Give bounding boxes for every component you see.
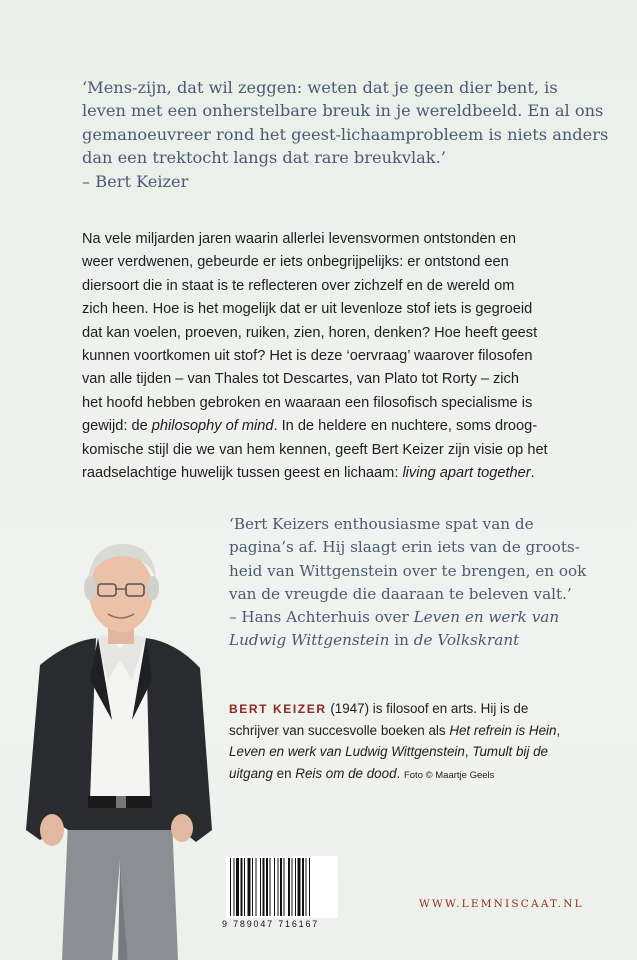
review-quote-line: pagina’s af. Hij slaagt erin iets van de groots- (229, 538, 580, 557)
blurb-line: zich heen. Hoe is het mogelijk dat er uit levenloze stof iets is gegroeid (82, 301, 533, 318)
barcode-bar (260, 858, 261, 916)
blurb-line: kunnen voortkomen uit stof? Het is deze ‘oervraag’ waarover filosofen (82, 348, 533, 365)
bio-line (229, 741, 619, 762)
blurb-line: dat kan voelen, proeven, ruiken, zien, horen, denken? Hoe heeft geest (82, 324, 538, 341)
barcode-bar (266, 858, 268, 916)
barcode-bar (263, 858, 265, 916)
opening-quote (82, 76, 609, 193)
bio-text: schrijver van succesvolle boeken als (229, 723, 450, 739)
bio-text: , (556, 723, 561, 739)
book-title: uitgang (229, 765, 273, 781)
blurb-line: Na vele miljarden jaren waarin allerlei levensvormen ontstonden en (82, 231, 516, 247)
barcode-bar (298, 858, 301, 916)
review-book-title: Ludwig Wittgenstein (229, 631, 390, 650)
barcode-bar (292, 858, 293, 916)
blurb-paragraph (82, 228, 602, 485)
bio-text: en (272, 765, 296, 781)
bio-line (229, 720, 619, 741)
review-quote-attribution (229, 629, 619, 652)
review-book-title: Leven en werk van (413, 608, 560, 627)
barcode-bar (244, 858, 245, 916)
photo-credit: Foto © Maartje Geels (403, 769, 495, 781)
barcode-bar (270, 858, 271, 916)
barcode-bar (284, 858, 285, 916)
blurb-italic: philosophy of mind (151, 418, 274, 435)
opening-quote-line: ‘Mens-zijn, dat wil zeggen: weten dat je geen dier bent, is (82, 78, 558, 97)
barcode-bar (248, 858, 251, 916)
blurb-line: weer verdwenen, gebeurde er iets onbegrijpelijks: er ontstond een (82, 254, 509, 271)
barcode-bar (230, 858, 231, 916)
bio-text: (1947) is filosoof en arts. Hij is de (326, 701, 529, 716)
blurb-line (82, 462, 602, 485)
blurb-italic: living apart together (402, 465, 531, 482)
review-quote-attribution (229, 606, 619, 629)
barcode (226, 856, 338, 918)
opening-quote-line: leven met een onherstelbare breuk in je wereldbeeld. En al ons (82, 101, 604, 121)
opening-quote-line: dan een trektocht langs dat rare breukvlak.’ (82, 148, 446, 168)
blurb-line: het hoofd hebben gebroken en waaraan een filosofisch specialisme is (82, 394, 533, 411)
review-quote-line: heid van Wittgenstein over te brengen, en ook (229, 561, 587, 580)
book-title: Reis om de dood (295, 765, 397, 781)
blurb-line: van alle tijden – van Thales tot Descartes, van Plato tot Rorty – zich (82, 371, 519, 388)
barcode-bar (278, 858, 279, 916)
blurb-text: . In de heldere en nuchtere, soms droog- (273, 418, 538, 435)
barcode-bar (236, 858, 239, 916)
opening-quote-line: gemanoeuvreer rond het geest-lichaamprobleem is niets anders (82, 124, 609, 144)
book-title: Leven en werk van Ludwig Wittgenstein (229, 744, 465, 760)
review-quote (229, 513, 619, 653)
barcode-bar (274, 858, 275, 916)
review-attribution-text: in (389, 631, 414, 650)
barcode-bar (309, 858, 310, 916)
author-name: BERT KEIZER (229, 702, 327, 716)
barcode-bar (280, 858, 282, 916)
bio-text: , (464, 744, 473, 760)
book-title: Het refrein is Hein (449, 723, 557, 739)
bio-line (229, 763, 619, 786)
blurb-text: . (530, 465, 535, 482)
review-attribution-text: – Hans Achterhuis over (229, 608, 414, 627)
barcode-bar (241, 858, 243, 916)
review-quote-line: van de vreugde die daaraan te beleven valt.’ (229, 584, 572, 603)
barcode-bar (302, 858, 304, 916)
barcode-bar (306, 858, 307, 916)
author-portrait (0, 530, 240, 960)
review-quote-line: ‘Bert Keizers enthousiasme spat van de (229, 515, 534, 533)
review-newspaper: de Volkskrant (413, 631, 520, 650)
blurb-line (82, 415, 602, 438)
barcode-number: 9 789047 716167 (222, 919, 320, 929)
barcode-bar (234, 858, 235, 916)
blurb-text: raadselachtige huwelijk tussen geest en lichaam: (82, 465, 403, 482)
bio-text: . (396, 765, 404, 781)
author-bio (229, 698, 619, 786)
opening-quote-attribution: – Bert Keizer (82, 171, 189, 191)
book-title: Tumult bij de (472, 744, 548, 760)
barcode-bar (288, 858, 290, 916)
blurb-text: gewijd: de (82, 418, 152, 435)
barcode-bar (252, 858, 253, 916)
publisher-website: WWW.LEMNISCAAT.NL (419, 898, 584, 910)
barcode-bar (256, 858, 257, 916)
blurb-line: komische stijl die we van hem kennen, geeft Bert Keizer zijn visie op het (82, 441, 548, 458)
bio-line (229, 698, 619, 720)
barcode-bar (295, 858, 296, 916)
blurb-line: diersoort die in staat is te reflecteren over zichzelf en de wereld om (82, 277, 515, 294)
